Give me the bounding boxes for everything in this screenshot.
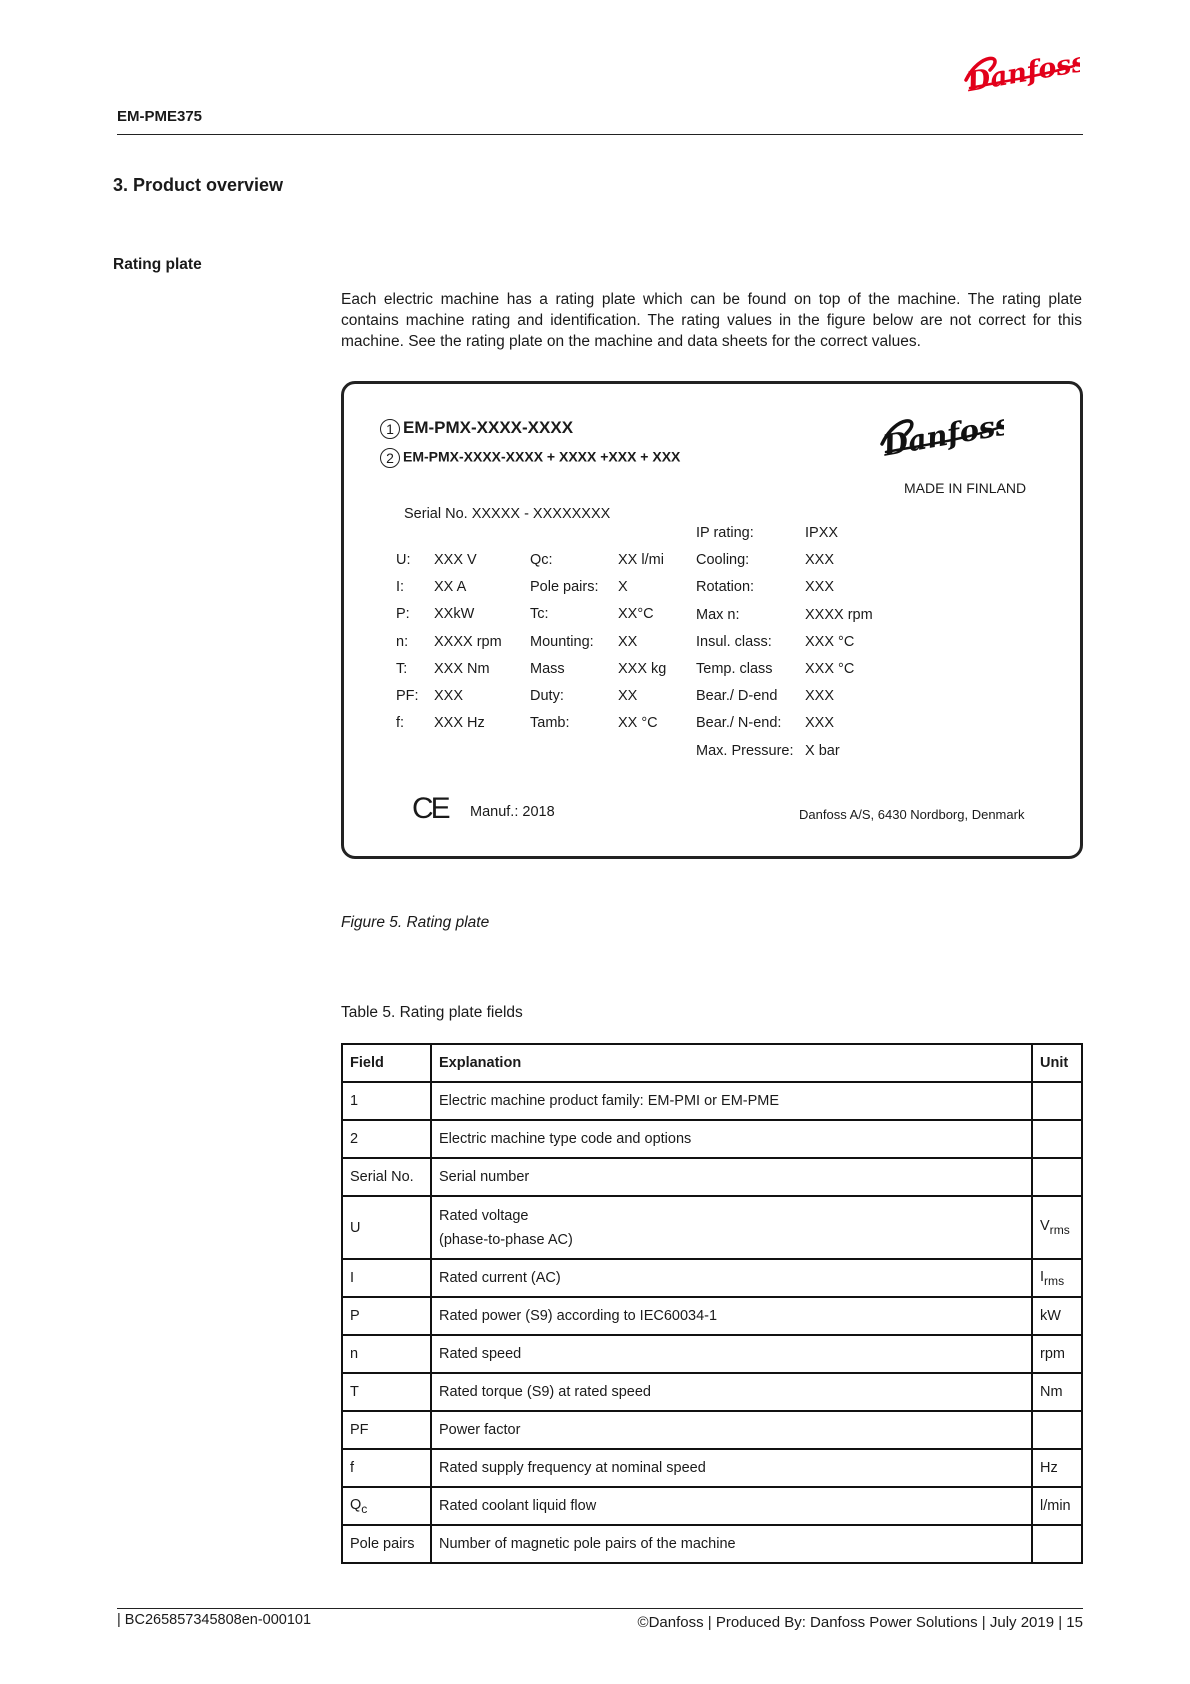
plate-mechanical-value: IPXX <box>805 525 839 541</box>
cell-field: P <box>342 1297 431 1335</box>
unit-subscript: rms <box>1044 1273 1065 1288</box>
cell-explanation: Number of magnetic pole pairs of the machine <box>431 1525 1032 1563</box>
cell-unit: Nm <box>1032 1373 1082 1411</box>
footer-copyright: ©Danfoss | Produced By: Danfoss Power Solutions | July 2019 | 15 <box>637 1614 1083 1631</box>
footer-divider <box>117 1608 1083 1609</box>
cell-unit <box>1032 1411 1082 1449</box>
field-subscript: c <box>361 1501 368 1516</box>
plate-cooling-label: Tamb: <box>530 715 570 732</box>
cell-explanation <box>431 1196 1032 1259</box>
cell-unit: l/min <box>1032 1487 1082 1525</box>
cell-explanation: Rated torque (S9) at rated speed <box>431 1373 1032 1411</box>
table-row <box>342 1373 1082 1411</box>
cell-field: 2 <box>342 1120 431 1158</box>
cell-unit <box>1032 1120 1082 1158</box>
plate-mechanical-label: Max n: <box>696 606 740 623</box>
manufacturer-address: Danfoss A/S, 6430 Nordborg, Denmark <box>799 807 1025 822</box>
plate-cooling-value: XX l/mi <box>618 552 664 568</box>
header-divider <box>117 134 1083 135</box>
table-row <box>342 1259 1082 1297</box>
cell-field: U <box>342 1196 431 1259</box>
table-row <box>342 1335 1082 1373</box>
plate-mechanical-value: XXX <box>805 552 835 569</box>
plate-mechanical-value: XXXX rpm <box>805 606 873 623</box>
made-in-label: MADE IN FINLAND <box>904 480 1027 496</box>
explanation-line1: Rated voltage <box>439 1207 529 1224</box>
serial-number: Serial No. XXXXX - XXXXXXXX <box>404 506 611 522</box>
plate-danfoss-logo <box>874 410 1004 458</box>
plate-cooling-label: Mounting: <box>530 633 594 650</box>
table-row <box>342 1411 1082 1449</box>
header-unit: Unit <box>1032 1044 1082 1082</box>
cell-field: Pole pairs <box>342 1525 431 1563</box>
ce-mark-icon: CE <box>412 792 448 825</box>
cell-field <box>342 1487 431 1525</box>
plate-electrical-label: T: <box>396 660 408 677</box>
manufacture-year: Manuf.: 2018 <box>470 804 555 820</box>
plate-mechanical-label: Cooling: <box>696 552 750 569</box>
plate-mechanical-value: XXX °C <box>805 661 855 677</box>
unit-base: I <box>1040 1268 1045 1285</box>
plate-cooling-value: XX°C <box>618 606 654 623</box>
cell-field: 1 <box>342 1082 431 1120</box>
plate-cooling-value: XX <box>618 688 638 704</box>
plate-electrical-value: XX A <box>434 579 467 596</box>
plate-product-family <box>380 418 573 439</box>
subsection-title: Rating plate <box>113 256 202 273</box>
cell-explanation: Rated current (AC) <box>431 1259 1032 1297</box>
cell-unit <box>1032 1525 1082 1563</box>
plate-mechanical-label: Bear./ N-end: <box>696 715 782 732</box>
plate-mechanical-value: XXX <box>805 715 835 732</box>
cell-unit <box>1032 1259 1082 1297</box>
circled-number-1: 1 <box>380 419 400 439</box>
intro-paragraph: Each electric machine has a rating plate which can be found on top of the machine. The rating plate contains machine rating and identification. The rating values in the figure below are not correct for this machine. See the rating plate on the machine and data sheets for the correct values. <box>341 291 1082 350</box>
cell-field: I <box>342 1259 431 1297</box>
unit-subscript: rms <box>1049 1222 1070 1237</box>
cell-unit <box>1032 1082 1082 1120</box>
plate-cooling-label: Tc: <box>530 606 549 623</box>
plate-mechanical-label: Rotation: <box>696 579 755 596</box>
cell-field: T <box>342 1373 431 1411</box>
unit-base: V <box>1040 1217 1050 1234</box>
plate-cooling-label: Qc: <box>530 552 553 568</box>
table-row <box>342 1082 1082 1120</box>
rating-plate-figure <box>341 381 1083 859</box>
figure-caption: Figure 5. Rating plate <box>341 914 490 931</box>
plate-mechanical-label: Bear./ D-end <box>696 688 778 705</box>
plate-electrical-label: I: <box>396 579 405 596</box>
cell-explanation: Rated speed <box>431 1335 1032 1373</box>
table-row <box>342 1487 1082 1525</box>
cell-explanation: Serial number <box>431 1158 1032 1196</box>
plate-cooling-label: Pole pairs: <box>530 579 599 596</box>
plate-cooling-label: Duty: <box>530 688 564 704</box>
cell-field: n <box>342 1335 431 1373</box>
plate-mechanical-value: X bar <box>805 742 840 759</box>
plate-logo-text: Danfoss <box>880 410 1004 458</box>
explanation-line2: (phase-to-phase AC) <box>439 1231 573 1248</box>
plate-line1-text: EM-PMX-XXXX-XXXX <box>403 418 574 437</box>
cell-explanation: Rated coolant liquid flow <box>431 1487 1032 1525</box>
table-row <box>342 1525 1082 1563</box>
plate-line2-text: EM-PMX-XXXX-XXXX + XXXX +XXX + XXX <box>403 448 681 465</box>
table-caption: Table 5. Rating plate fields <box>341 1004 523 1021</box>
footer-document-id: | BC265857345808en-000101 <box>117 1612 312 1628</box>
plate-mechanical-value: XXX <box>805 579 835 596</box>
plate-electrical-value: XXkW <box>434 606 475 623</box>
plate-electrical-value: XXX V <box>434 552 477 568</box>
plate-cooling-label: Mass <box>530 660 565 677</box>
plate-mechanical-label: IP rating: <box>696 525 754 541</box>
cell-explanation: Power factor <box>431 1411 1032 1449</box>
plate-mechanical-label: Max. Pressure: <box>696 742 794 759</box>
table-row <box>342 1449 1082 1487</box>
cell-unit: rpm <box>1032 1335 1082 1373</box>
rating-plate-fields-table <box>341 1043 1083 1564</box>
cell-unit <box>1032 1158 1082 1196</box>
plate-electrical-label: U: <box>396 552 411 568</box>
table-row <box>342 1120 1082 1158</box>
field-base: Q <box>350 1496 362 1513</box>
plate-electrical-value: XXXX rpm <box>434 633 502 650</box>
document-code: EM-PME375 <box>117 108 203 125</box>
plate-electrical-value: XXX Nm <box>434 660 490 677</box>
plate-cooling-value: XX <box>618 633 638 650</box>
logo-text: Danfoss <box>964 48 1080 94</box>
table-header-row <box>342 1044 1082 1082</box>
section-title: 3. Product overview <box>113 175 284 195</box>
cell-explanation: Rated power (S9) according to IEC60034-1 <box>431 1297 1032 1335</box>
plate-type-code <box>380 448 680 468</box>
plate-electrical-label: PF: <box>396 688 419 704</box>
cell-unit: Hz <box>1032 1449 1082 1487</box>
plate-electrical-label: n: <box>396 633 409 650</box>
cell-unit: kW <box>1032 1297 1082 1335</box>
plate-mechanical-label: Insul. class: <box>696 633 772 650</box>
plate-electrical-value: XXX <box>434 688 464 704</box>
plate-mechanical-value: XXX °C <box>805 633 855 650</box>
cell-explanation: Electric machine product family: EM-PMI or EM-PME <box>431 1082 1032 1120</box>
circled-number-2: 2 <box>380 448 400 468</box>
table-row <box>342 1196 1082 1259</box>
cell-explanation: Electric machine type code and options <box>431 1120 1032 1158</box>
plate-mechanical-value: XXX <box>805 688 835 705</box>
cell-field: f <box>342 1449 431 1487</box>
table-row <box>342 1297 1082 1335</box>
cell-unit <box>1032 1196 1082 1259</box>
plate-electrical-label: f: <box>396 715 405 732</box>
plate-mechanical-label: Temp. class <box>696 661 773 677</box>
plate-cooling-value: XX °C <box>618 715 658 732</box>
cell-field: PF <box>342 1411 431 1449</box>
header-field: Field <box>342 1044 431 1082</box>
plate-electrical-label: P: <box>396 606 410 623</box>
cell-explanation: Rated supply frequency at nominal speed <box>431 1449 1032 1487</box>
header-explanation: Explanation <box>431 1044 1032 1082</box>
table-row <box>342 1158 1082 1196</box>
plate-cooling-value: X <box>618 579 628 596</box>
plate-cooling-value: XXX kg <box>618 660 667 677</box>
plate-electrical-value: XXX Hz <box>434 715 485 732</box>
cell-field: Serial No. <box>342 1158 431 1196</box>
danfoss-logo <box>960 48 1080 94</box>
